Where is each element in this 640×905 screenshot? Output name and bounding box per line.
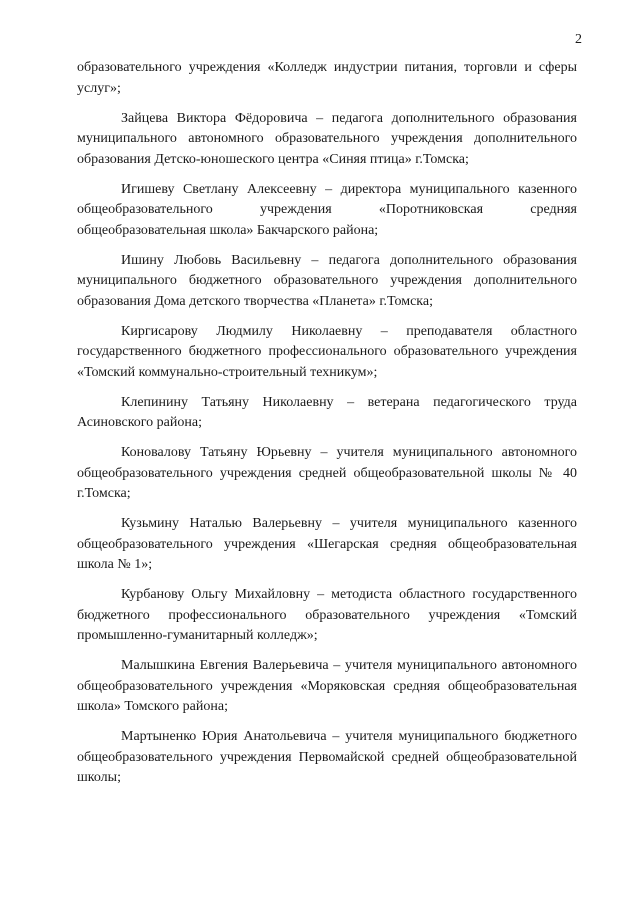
document-body bbox=[77, 58, 577, 798]
paragraph-kirgisarova: Киргисарову Людмилу Николаевну – преподавателя областного государственного бюджетного профессионального образовательного учреждения «Томский коммунально-строительный техникум»; bbox=[77, 323, 577, 380]
paragraph-malyshkin: Малышкина Евгения Валерьевича – учителя муниципального автономного общеобразовательного учреждения «Моряковская средняя общеобразовательная школа» Томского района; bbox=[77, 658, 577, 714]
paragraph-kuzmina: Кузьмину Наталью Валерьевну – учителя муниципального казенного общеобразовательного учреждения «Шегарская средняя общеобразовательная школа № 1»; bbox=[77, 516, 577, 572]
paragraph-igisheva: Игишеву Светлану Алексеевну – директора муниципального казенного общеобразовательного учреждения «Поротниковская средняя общеобразовательная школа» Бакчарского района; bbox=[77, 181, 577, 238]
paragraph-kurbanova: Курбанову Ольгу Михайловну – методиста областного государственного бюджетного профессионального образовательного учреждения «Томский промышленно-гуманитарный колледж»; bbox=[77, 587, 577, 643]
paragraph-zaytsev: Зайцева Виктора Фёдоровича – педагога дополнительного образования муниципального автономного образовательного учреждения дополнительного образования Детско-юношеского центра «Синяя птица» г.Томска; bbox=[77, 110, 577, 167]
page-number: 2 bbox=[575, 32, 582, 47]
paragraph-continuation: образовательного учреждения «Колледж индустрии питания, торговли и сферы услуг»; bbox=[77, 60, 577, 96]
paragraph-konovalova: Коновалову Татьяну Юрьевну – учителя муниципального автономного общеобразовательного учреждения средней общеобразовательной школы № 40 г.Томска; bbox=[77, 445, 577, 501]
paragraph-martynenko: Мартыненко Юрия Анатольевича – учителя муниципального бюджетного общеобразовательного учреждения Первомайской средней общеобразовательной школы; bbox=[77, 729, 577, 785]
paragraph-klepinina: Клепинину Татьяну Николаевну – ветерана педагогического труда Асиновского района; bbox=[77, 394, 577, 430]
paragraph-ishina: Ишину Любовь Васильевну – педагога дополнительного образования муниципального бюджетного образовательного учреждения дополнительного образования Дома детского творчества «Планета» г.Томска; bbox=[77, 252, 577, 309]
